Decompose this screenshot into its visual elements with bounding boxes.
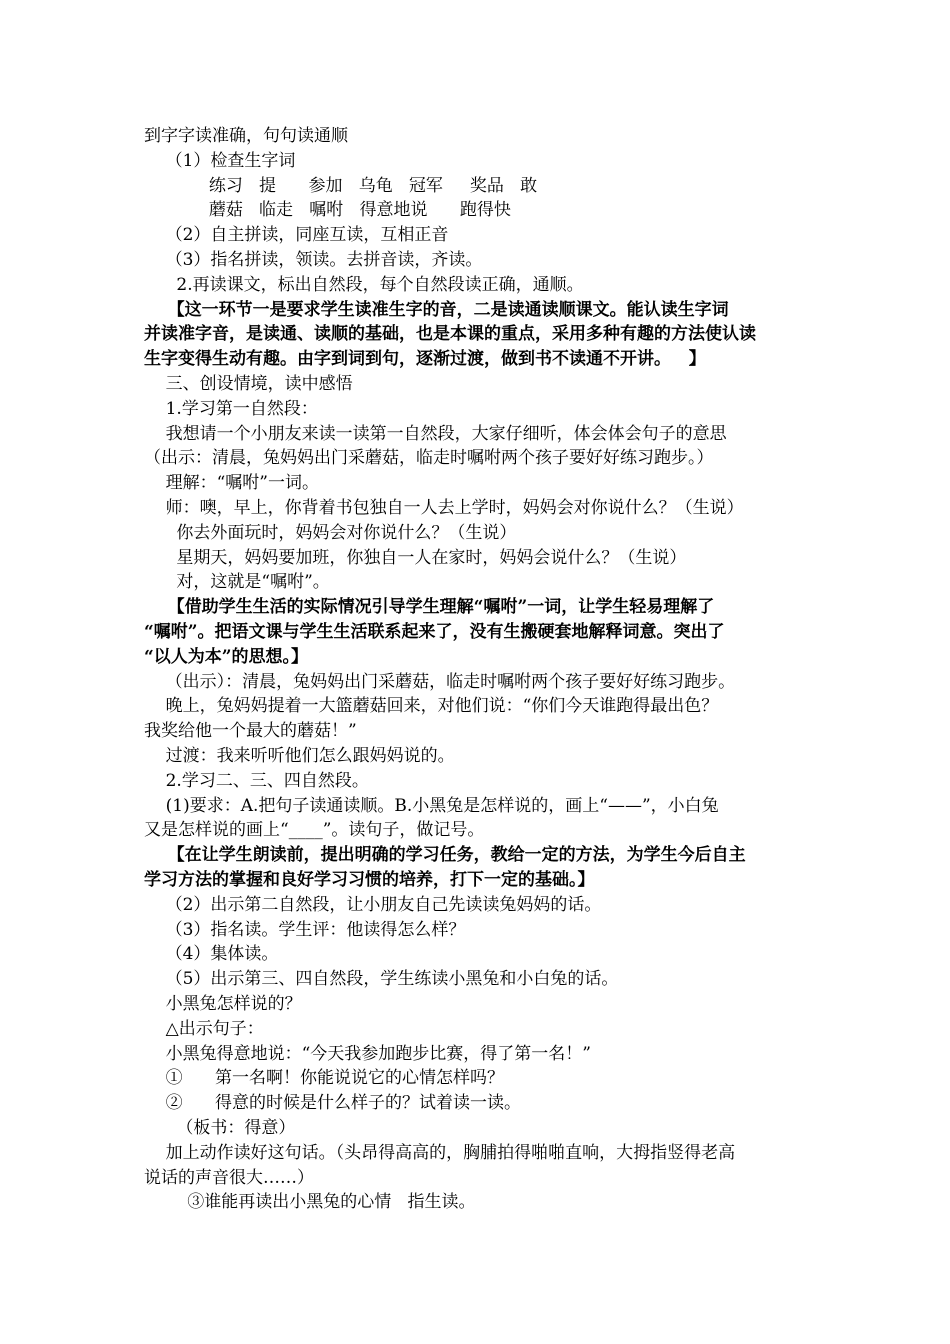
text-line: 理解：“嘱咐”一词。 [144, 473, 319, 494]
text-line: 我想请一个小朋友来读一读第一自然段，大家仔细听，体会体会句子的意思 [144, 423, 727, 444]
text-line: 加上动作读好这句话。（头昂得高高的，胸脯拍得啪啪直响，大拇指竖得老高 [144, 1142, 736, 1163]
text-line: ① 第一名啊！你能说说它的心情怎样吗？ [144, 1068, 505, 1089]
text-line: （板书：得意） [144, 1118, 296, 1138]
text-line: 2.再读课文，标出自然段，每个自然段读正确，通顺。 [144, 274, 584, 295]
commentary-line: “嘱咐”。把语文课与学生生活联系起来了，没有生搬硬套地解释词意。突出了 [144, 622, 725, 642]
text-line: 说话的声音很大……） [144, 1167, 314, 1188]
text-line: 2.学习二、三、四自然段。 [144, 770, 369, 791]
text-line: 蘑菇 临走 嘱咐 得意地说 跑得快 [144, 200, 511, 221]
text-line: 星期天，妈妈要加班，你独自一人在家时，妈妈会说什么？（生说） [144, 547, 687, 568]
text-line: 我奖给他一个最大的蘑菇！” [144, 721, 357, 742]
commentary-line: “以人为本”的思想。】 [144, 646, 309, 667]
text-line: △出示句子： [144, 1018, 264, 1039]
text-line: 对，这就是“嘱咐”。 [144, 572, 330, 593]
text-line: 到字字读准确，句句读通顺 [144, 126, 348, 146]
text-line: 小黑兔得意地说：“今天我参加跑步比赛，得了第一名！” [144, 1043, 591, 1064]
text-line: 三、创设情境，读中感悟 [144, 374, 353, 394]
text-line: （2）自主拼读，同座互读，互相正音 [144, 225, 449, 246]
commentary-line: 【这一环节一是要求学生读准生字的音，二是读通读顺课文。能认读生字词 [144, 299, 729, 320]
commentary-line: 并读准字音，是读通、读顺的基础，也是本课的重点，采用多种有趣的方法使认读 [144, 324, 756, 345]
text-line: 1.学习第一自然段： [144, 398, 318, 419]
text-line: (1)要求：A.把句子读通读顺。B.小黑兔是怎样说的，画上“——”，小白兔 [144, 795, 719, 816]
text-line: 小黑兔怎样说的？ [144, 994, 302, 1014]
text-line: （2）出示第二自然段，让小朋友自己先读读兔妈妈的话。 [144, 894, 602, 915]
text-line: 你去外面玩时，妈妈会对你说什么？（生说） [144, 522, 517, 543]
commentary-line: 【借助学生生活的实际情况引导学生理解“嘱咐”一词，让学生轻易理解了 [144, 597, 715, 618]
text-line: 练习 提 参加 乌龟 冠军 奖品 敢 [144, 175, 538, 196]
text-line: 过渡：我来听听他们怎么跟妈妈说的。 [144, 746, 455, 766]
commentary-line: 【在让学生朗读前，提出明确的学习任务，教给一定的方法，为学生今后自主 [144, 845, 746, 866]
text-line: ② 得意的时候是什么样子的？试着读一读。 [144, 1093, 522, 1114]
text-line: （1）检查生字词 [144, 150, 296, 171]
text-line: 晚上，兔妈妈提着一大篮蘑菇回来，对他们说：“你们今天谁跑得最出色？ [144, 696, 719, 717]
text-line: 又是怎样说的画上“____”。读句子，做记号。 [144, 820, 485, 841]
text-line: 师：噢，早上，你背着书包独自一人去上学时，妈妈会对你说什么？（生说） [144, 498, 744, 518]
commentary-line: 生字变得生动有趣。由字到词到句，逐渐过渡，做到书不读通不开讲。 】 [144, 349, 706, 370]
text-line: ③谁能再读出小黑兔的心情 指生读。 [144, 1192, 476, 1213]
text-line: （5）出示第三、四自然段，学生练读小黑兔和小白兔的话。 [144, 969, 619, 990]
text-line: （3）指名拼读，领读。去拼音读，齐读。 [144, 250, 483, 270]
text-line: （3）指名读。学生评：他读得怎么样？ [144, 919, 466, 940]
text-line: （出示：清晨，兔妈妈出门采蘑菇，临走时嘱咐两个孩子要好好练习跑步。） [144, 448, 714, 469]
commentary-line: 学习方法的掌握和良好学习习惯的培养，打下一定的基础。】 [144, 870, 595, 890]
text-line: （出示）：清晨，兔妈妈出门采蘑菇，临走时嘱咐两个孩子要好好练习跑步。 [144, 671, 736, 692]
text-line: （4）集体读。 [144, 944, 279, 965]
